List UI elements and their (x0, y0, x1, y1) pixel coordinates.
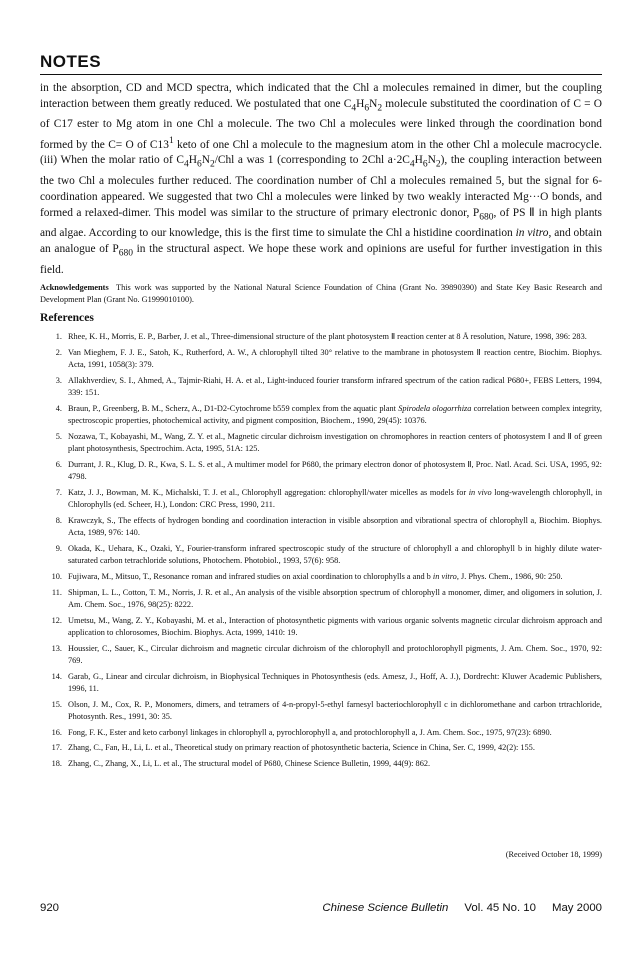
reference-text: Van Mieghem, F. J. E., Satoh, K., Rutherford, A. W., A chlorophyll tilted 30° relative to the mambrane in photosystem Ⅱ reaction centre, Biochim. Biophys. Acta, 1991, 1058(3): 379. (68, 347, 602, 369)
reference-number: 11. (51, 587, 62, 597)
reference-text: Garab, G., Linear and circular dichroism, in Biophysical Techniques in Photosynthesis (eds. Amesz, J., Hoff, A. J.), Dordrecht: Kluwer Academic Publishers, 1996, 11. (68, 671, 602, 693)
reference-number: 17. (51, 743, 62, 753)
reference-number: 7. (55, 487, 62, 497)
reference-number: 13. (51, 643, 62, 653)
reference-number: 3. (55, 375, 62, 385)
reference-item (40, 375, 602, 399)
reference-item (40, 403, 602, 427)
reference-item (40, 515, 602, 539)
journal-name: Chinese Science Bulletin (322, 902, 449, 914)
reference-item (40, 331, 602, 343)
reference-number: 10. (51, 571, 62, 581)
reference-item (40, 571, 602, 583)
acknowledgements-label: Acknowledgements (40, 283, 109, 292)
heading-rule (40, 74, 602, 75)
reference-text: Umetsu, M., Wang, Z. Y., Kobayashi, M. et al., Interaction of photosynthetic pigments with various organic solvents magnetic circular dichroism approach and application to chlorosomes, Biochim. Biophys. Acta, 1999, 1410: 19. (68, 615, 602, 637)
reference-number: 1. (55, 332, 62, 341)
reference-text: Zhang, C., Fan, H., Li, L. et al., Theoretical study on primary reaction of photosynthetic bacteria, Science in China, Ser. C, 1999, 42(2): 155. (68, 743, 535, 753)
reference-item (40, 727, 602, 739)
reference-item (40, 587, 602, 611)
reference-item (40, 459, 602, 483)
reference-text: Allakhverdiev, S. I., Ahmed, A., Tajmir-Riahi, H. A. et al., Light-induced fourier transform infrared spectrum of the cation radical P680+, FEBS Letters, 1994, 339: 151. (68, 375, 602, 397)
journal-volume: Vol. 45 No. 10 (464, 902, 536, 914)
acknowledgements (40, 282, 602, 306)
reference-item (40, 671, 602, 695)
reference-item (40, 742, 602, 754)
reference-number: 16. (51, 727, 62, 737)
reference-number: 9. (55, 543, 62, 553)
received-date: (Received October 18, 1999) (505, 850, 602, 859)
reference-number: 15. (51, 699, 62, 709)
reference-text: Krawczyk, S., The effects of hydrogen bonding and coordination interaction in visible absorption and vibrational spectra of chlorophyll a, Biochim. Biophys. Acta, 1989, 976: 140. (68, 515, 602, 537)
reference-text: Fujiwara, M., Mitsuo, T., Resonance roman and infrared studies on axial coordination to chlorophylls a and b in vitro, J. Phys. Chem., 1986, 90: 250. (68, 571, 563, 581)
body-paragraph: in the absorption, CD and MCD spectra, which indicated that the Chl a molecules remained in dimer, but the coupling interaction between them greatly reduced. We postulated that one $C_4H_6N_2$ molecule substituted the coordination of C = O of C17 ester to Mg atom in one Chl a molecule. The two Chl a molecules were linked through the coordination bond formed by the C= O of $C13^1$ keto of one Chl a molecule to the magnesium atom in the other Chl a molecule macrocycle. (iii) When the molar ratio of $C_4H_6N_2$/Chl a was 1 (corresponding to 2Chl $a\cdot 2C_4H_6N_2$), the coupling interaction between the two Chl a molecules further reduced. The coordination number of Chl a molecules remained 5, but the signal for 6-coordination appeared. We suggested that two Chl a molecules were linked by two weakly interacted Mg···O bonds, and formed a relaxed-dimer. This model was similar to the structure of primary electronic donor, $P_{680}$, of PS Ⅱ in high plants and algae. According to our knowledge, this is the first time to simulate the Chl a histidine coordination in vitro, and obtain an analogue of $P_{680}$ in the structural aspect. We hope these work and opinions are useful for further investigation in this field. (40, 82, 603, 276)
reference-item (40, 487, 602, 511)
reference-number: 5. (55, 431, 62, 441)
reference-number: 12. (51, 615, 62, 625)
reference-text: Okada, K., Uehara, K., Ozaki, Y., Fourier-transform infrared spectroscopic study of the structure of chlorophyll a and chlorophyll b in highly dilute water-saturated carbon tetrachloride solutions, Photochem. Photobiol., 1993, 57(6): 958. (68, 543, 602, 565)
reference-number: 14. (51, 671, 62, 681)
reference-text: Zhang, C., Zhang, X., Li, L. et al., The structural model of P680, Chinese Science Bulletin, 1999, 44(9): 862. (68, 759, 431, 769)
reference-item (40, 431, 602, 455)
reference-number: 4. (55, 403, 62, 413)
reference-item (40, 758, 602, 770)
reference-text: Rhee, K. H., Morris, E. P., Barber, J. et al., Three-dimensional structure of the plant photosystem Ⅱ reaction center at 8 Å resolution, Nature, 1998, 396: 283. (68, 332, 587, 341)
reference-text: Houssier, C., Sauer, K., Circular dichroism and magnetic circular dichroism of the chlorophyll and protochlorophyll pigments, J. Am. Chem. Soc., 1970, 92: 769. (68, 643, 602, 665)
reference-text: Braun, P., Greenberg, B. M., Scherz, A., D1-D2-Cytochrome b559 complex from the aquatic plant Spirodela ologorrhiza correlation between complex integrity, spectroscopic properties, photochemical activity, and pigment composition, Biochem., 1990, 29(45): 10376. (68, 403, 602, 425)
acknowledgements-text: This work was supported by the National Natural Science Foundation of China (Grant No. 39890390) and State Key Basic Research and Development Plan (Grant No. G1999010100). (40, 283, 602, 305)
reference-text: Fong, F. K., Ester and keto carbonyl linkages in chlorophyll a, pyrochlorophyll a, and protochlorophyll a, J. Am. Chem. Soc., 1975, 97(23): 6890. (68, 727, 552, 737)
journal-info (322, 902, 602, 914)
reference-text: Katz, J. J., Bowman, M. K., Michalski, T. J. et al., Chlorophyll aggregation: chlorophyll/water micelles as models for in vivo long-wavelength chlorophyll, in Chlorophylls (ed. Scheer, H.), London: CRC Press, 1990, 211. (68, 487, 602, 509)
reference-number: 6. (55, 459, 62, 469)
references-heading: References (40, 311, 94, 324)
reference-item (40, 615, 602, 639)
reference-text: Shipman, L. L., Cotton, T. M., Norris, J. R. et al., An analysis of the visible absorption spectrum of chlorophyll a monomer, dimer, and oligomers in solution, J. Am. Chem. Soc., 1976, 98(25): 8222. (68, 587, 602, 609)
reference-item (40, 699, 602, 723)
references-list (40, 331, 602, 774)
reference-text: Durrant, J. R., Klug, D. R., Kwa, S. L. S. et al., A multimer model for P680, the primary electron donor of photosystem Ⅱ, Proc. Natl. Acad. Sci. USA, 1995, 92: 4798. (68, 459, 602, 481)
section-heading: NOTES (40, 52, 102, 71)
reference-number: 18. (51, 759, 62, 769)
reference-text: Nozawa, T., Kobayashi, M., Wang, Z. Y. et al., Magnetic circular dichroism investigation on chromophores in reaction centers of photosystem Ⅰ and Ⅱ of green plant photosynthesis, Spectrochim. Acta, 1995, 51A: 125. (68, 431, 602, 453)
journal-date: May 2000 (551, 902, 602, 914)
reference-number: 2. (55, 347, 62, 357)
page-number: 920 (40, 902, 60, 914)
reference-item (40, 543, 602, 567)
reference-text: Olson, J. M., Cox, R. P., Monomers, dimers, and tetramers of 4-n-propyl-5-ethyl farnesyl bacteriochlorophyll c in dichloromethane and carbon trtrachloride, Photosynth. Res., 1991, 30: 35. (68, 699, 602, 721)
reference-item (40, 347, 602, 371)
reference-item (40, 643, 602, 667)
reference-number: 8. (55, 515, 62, 525)
